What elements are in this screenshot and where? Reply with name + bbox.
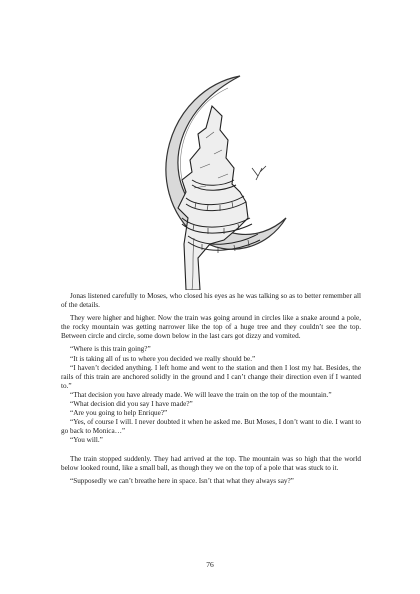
dialogue-line: “That decision you have already made. We will leave the train on the top of the mountain.”: [70, 390, 332, 399]
dialogue-line: “What decision did you say I have made?”: [70, 400, 193, 409]
mountain-peak-icon: [178, 106, 248, 290]
story-text: [61, 292, 361, 486]
dialogue-line: “I haven’t decided anything. I left home and went to the station and then I lost my hat. Besides, the rails of this train are anchored solidly in the ground and I can’t change their direction even if I wanted to.”: [61, 363, 361, 390]
dialogue-line: “Are you going to help Enrique?”: [70, 409, 168, 418]
dialogue-line: “Yes, of course I will. I never doubted it when he asked me. But Moses, I don’t want to die. I want to go back to Monica…”: [61, 418, 361, 436]
dialogue-line: “You will.”: [70, 436, 103, 445]
page-number: 76: [206, 560, 214, 569]
paragraph: Jonas listened carefully to Moses, who closed his eyes as he was talking so as to better remember all of the details.: [61, 292, 361, 310]
dialogue-line: “It is taking all of us to where you decided we really should be.”: [70, 354, 256, 363]
paragraph: They were higher and higher. Now the train was going around in circles like a snake around a pole, the rocky mountain was getting narrower like the top of a huge tree and they couldn’t see the top. Between circle and circle, some down below in the last cars got dizzy and vomited.: [61, 314, 361, 341]
paragraph: The train stopped suddenly. They had arrived at the top. The mountain was so high that the world below looked round, like a small ball, as though they we on the top of a pole that was stuck to it.: [61, 454, 361, 472]
dialogue-line: “Supposedly we can’t breathe here in space. Isn’t that what they always say?”: [70, 476, 294, 485]
dialogue-line: “Where is this train going?”: [70, 345, 151, 354]
moon-mountain-train-illustration: [128, 68, 292, 290]
